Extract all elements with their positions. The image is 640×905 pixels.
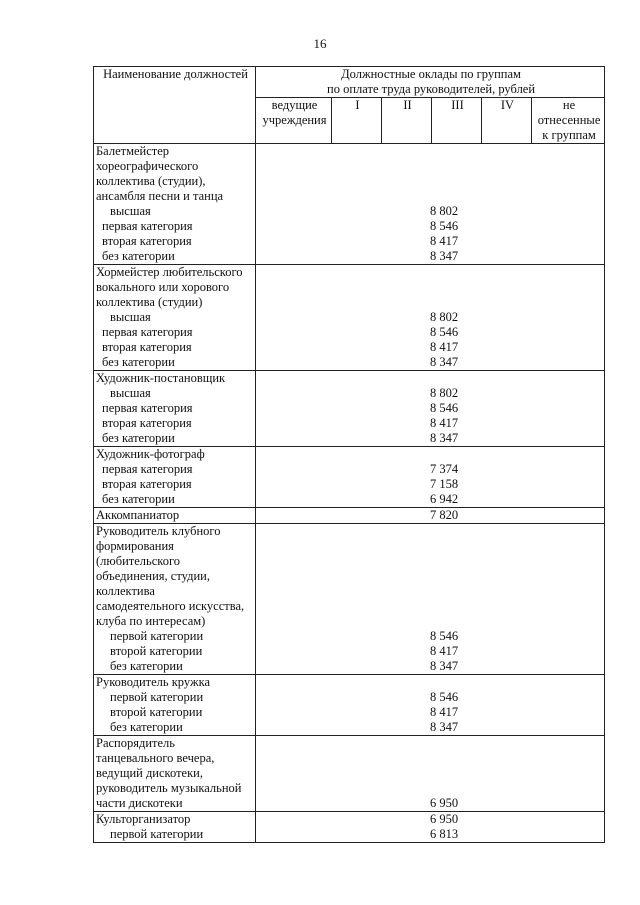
position-line: высшая (110, 310, 151, 324)
salary-value: 8 417 (429, 340, 459, 354)
salary-value: 8 347 (429, 431, 459, 445)
position-line: вторая категория (102, 477, 192, 491)
salary-value: 8 417 (429, 644, 459, 658)
position-line: руководитель музыкальной (96, 781, 242, 795)
table-row (94, 447, 605, 508)
position-line: без категории (102, 355, 175, 369)
position-line: без категории (102, 431, 175, 445)
header-col-leading-line2: учреждения (262, 113, 327, 127)
table-row (94, 144, 605, 265)
position-line: коллектива (студии) (96, 295, 203, 309)
header-col-III: III (432, 98, 482, 144)
salary-value: 8 546 (429, 219, 459, 233)
position-line: без категории (102, 492, 175, 506)
salary-value (258, 189, 604, 204)
table-body (94, 144, 605, 843)
header-col-not-assigned (532, 98, 605, 144)
position-name-cell (94, 675, 256, 736)
salary-value: 7 820 (429, 508, 459, 522)
position-line: второй категории (110, 644, 203, 658)
salary-value: 6 950 (429, 796, 459, 810)
position-line: Художник-постановщик (96, 371, 226, 385)
position-line: вокального или хорового (96, 280, 230, 294)
salary-value-cell (256, 508, 605, 524)
position-line: Хормейстер любительского (96, 265, 243, 279)
salary-table (93, 66, 605, 843)
position-line: Культорганизатор (96, 812, 191, 826)
salary-value: 7 158 (429, 477, 459, 491)
position-line: вторая категория (102, 234, 192, 248)
salary-value-cell (256, 371, 605, 447)
table-row (94, 371, 605, 447)
salary-value-cell (256, 524, 605, 675)
salary-value (258, 539, 604, 554)
page-number: 16 (313, 36, 327, 51)
position-name-cell (94, 508, 256, 524)
position-line: объединения, студии, (96, 569, 210, 583)
header-col-I: I (332, 98, 382, 144)
salary-value (258, 144, 604, 159)
salary-value: 8 546 (429, 629, 459, 643)
header-col-not-assigned-line1: не (562, 98, 576, 112)
salary-value (258, 554, 604, 569)
header-col-II: II (382, 98, 432, 144)
salary-value: 8 802 (429, 310, 459, 324)
salary-value-cell (256, 675, 605, 736)
header-col-IV: IV (482, 98, 532, 144)
position-line: без категории (110, 720, 183, 734)
position-line: танцевального вечера, (96, 751, 215, 765)
salary-value (258, 447, 604, 462)
position-line: клуба по интересам) (96, 614, 206, 628)
table-row (94, 524, 605, 675)
header-col-not-assigned-line3: к группам (542, 128, 596, 142)
salary-value: 6 942 (429, 492, 459, 506)
position-line: ведущий дискотеки, (96, 766, 203, 780)
salary-value: 8 417 (429, 705, 459, 719)
salary-value (258, 524, 604, 539)
position-line: первая категория (102, 219, 193, 233)
table-row (94, 736, 605, 812)
position-name-cell (94, 447, 256, 508)
position-line: первая категория (102, 325, 193, 339)
position-line: Балетмейстер (96, 144, 170, 158)
position-line: формирования (96, 539, 174, 553)
position-line: без категории (102, 249, 175, 263)
position-line: самодеятельного искусства, (96, 599, 245, 613)
salary-value: 8 347 (429, 249, 459, 263)
salary-value (258, 371, 604, 386)
position-line: Художник-фотограф (96, 447, 205, 461)
salary-value: 8 347 (429, 355, 459, 369)
table-row (94, 675, 605, 736)
position-line: без категории (110, 659, 183, 673)
position-line: первая категория (102, 401, 193, 415)
position-name-cell (94, 265, 256, 371)
position-name-cell (94, 736, 256, 812)
salary-value: 8 417 (429, 234, 459, 248)
position-name-cell (94, 812, 256, 843)
salary-value (258, 159, 604, 174)
salary-value (258, 280, 604, 295)
position-line: коллектива (96, 584, 155, 598)
salary-value (258, 766, 604, 781)
position-line: коллектива (студии), (96, 174, 206, 188)
header-col-leading (256, 98, 332, 144)
salary-value-cell (256, 736, 605, 812)
position-line: второй категории (110, 705, 203, 719)
position-line: высшая (110, 386, 151, 400)
salary-value: 8 417 (429, 416, 459, 430)
salary-value: 8 802 (429, 386, 459, 400)
position-line: первой категории (110, 629, 204, 643)
salary-value (258, 599, 604, 614)
salary-value (258, 584, 604, 599)
table-row (94, 812, 605, 843)
position-line: части дискотеки (96, 796, 183, 810)
salary-value: 8 546 (429, 401, 459, 415)
position-line: первая категория (102, 462, 193, 476)
header-position-name: Наименование должностей (94, 67, 256, 144)
salary-value: 8 347 (429, 720, 459, 734)
salary-value: 6 950 (429, 812, 459, 826)
salary-value-cell (256, 265, 605, 371)
position-name-cell (94, 144, 256, 265)
position-line: первой категории (110, 690, 204, 704)
salary-value: 8 347 (429, 659, 459, 673)
table-row (94, 265, 605, 371)
header-group-title-line2: по оплате труда руководителей, рублей (327, 82, 536, 96)
position-line: Распорядитель (96, 736, 175, 750)
position-line: вторая категория (102, 340, 192, 354)
salary-value (258, 174, 604, 189)
salary-value: 7 374 (429, 462, 459, 476)
position-name-cell (94, 371, 256, 447)
salary-value: 8 546 (429, 690, 459, 704)
position-name-cell (94, 524, 256, 675)
salary-value-cell (256, 447, 605, 508)
salary-value: 8 802 (429, 204, 459, 218)
position-line: Руководитель клубного (96, 524, 221, 538)
salary-value: 6 813 (429, 827, 459, 841)
position-line: высшая (110, 204, 151, 218)
header-col-not-assigned-line2: отнесенные (537, 113, 601, 127)
salary-value: 8 546 (429, 325, 459, 339)
position-line: (любительского (96, 554, 181, 568)
salary-value (258, 265, 604, 280)
table-row (94, 508, 605, 524)
salary-value-cell (256, 812, 605, 843)
header-group-title-line1: Должностные оклады по группам (341, 67, 521, 81)
position-line: ансамбля песни и танца (96, 189, 224, 203)
salary-value (258, 295, 604, 310)
salary-value (258, 569, 604, 584)
salary-value (258, 781, 604, 796)
salary-value (258, 614, 604, 629)
position-line: вторая категория (102, 416, 192, 430)
salary-value (258, 675, 604, 690)
header-row-top (94, 67, 605, 98)
salary-value (258, 751, 604, 766)
salary-value (258, 736, 604, 751)
position-line: Руководитель кружка (96, 675, 211, 689)
salary-value-cell (256, 144, 605, 265)
position-line: Аккомпаниатор (96, 508, 180, 522)
header-salary-groups (256, 67, 605, 98)
position-line: первой категории (110, 827, 204, 841)
header-col-leading-line1: ведущие (271, 98, 318, 112)
position-line: хореографического (96, 159, 199, 173)
